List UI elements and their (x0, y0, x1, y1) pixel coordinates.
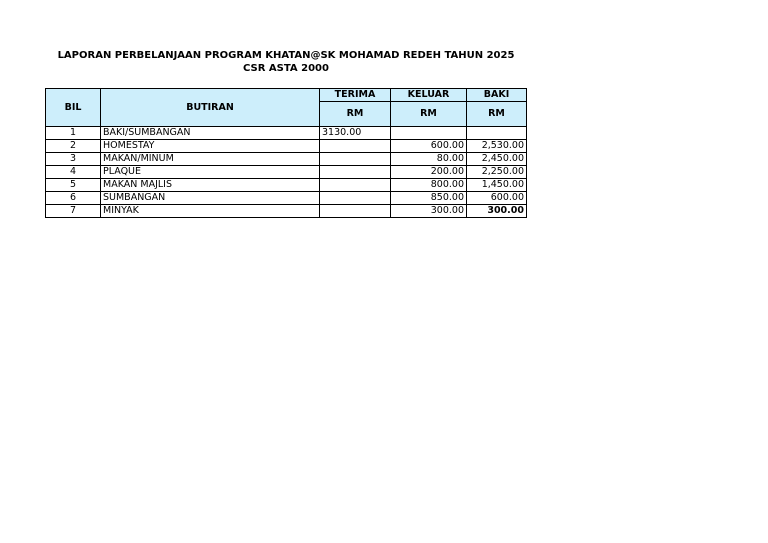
cell-terima (320, 140, 391, 153)
header-butiran: BUTIRAN (101, 89, 320, 127)
header-unit-baki: RM (467, 102, 527, 127)
table-row (46, 140, 527, 153)
table-row (46, 127, 527, 140)
cell-bil: 1 (46, 127, 101, 140)
cell-keluar: 850.00 (391, 192, 467, 205)
cell-keluar: 200.00 (391, 166, 467, 179)
cell-bil: 2 (46, 140, 101, 153)
cell-baki: 2,450.00 (467, 153, 527, 166)
report-title: LAPORAN PERBELANJAAN PROGRAM KHATAN@SK MOHAMAD REDEH TAHUN 2025 (57, 50, 515, 61)
cell-bil: 6 (46, 192, 101, 205)
header-terima: TERIMA (320, 89, 391, 102)
cell-butiran: PLAQUE (101, 166, 320, 179)
cell-baki: 2,530.00 (467, 140, 527, 153)
cell-keluar (391, 127, 467, 140)
cell-keluar: 800.00 (391, 179, 467, 192)
cell-bil: 3 (46, 153, 101, 166)
cell-butiran: MAKAN/MINUM (101, 153, 320, 166)
cell-terima: 3130.00 (320, 127, 391, 140)
cell-butiran: MINYAK (101, 205, 320, 218)
cell-keluar: 600.00 (391, 140, 467, 153)
cell-terima (320, 192, 391, 205)
header-row (46, 89, 527, 102)
cell-butiran: BAKI/SUMBANGAN (101, 127, 320, 140)
table-row (46, 166, 527, 179)
header-unit-keluar: RM (391, 102, 467, 127)
table-row (46, 192, 527, 205)
table-row (46, 153, 527, 166)
cell-baki (467, 127, 527, 140)
cell-bil: 5 (46, 179, 101, 192)
cell-butiran: SUMBANGAN (101, 192, 320, 205)
header-baki: BAKI (467, 89, 527, 102)
cell-bil: 7 (46, 205, 101, 218)
header-keluar: KELUAR (391, 89, 467, 102)
report-subtitle: CSR ASTA 2000 (243, 63, 329, 74)
cell-baki: 1,450.00 (467, 179, 527, 192)
cell-butiran: HOMESTAY (101, 140, 320, 153)
cell-terima (320, 153, 391, 166)
cell-baki: 600.00 (467, 192, 527, 205)
cell-keluar: 300.00 (391, 205, 467, 218)
table-row (46, 205, 527, 218)
header-bil: BIL (46, 89, 101, 127)
expense-table (45, 88, 527, 218)
header-unit-terima: RM (320, 102, 391, 127)
cell-terima (320, 166, 391, 179)
table-row (46, 179, 527, 192)
cell-bil: 4 (46, 166, 101, 179)
cell-baki: 2,250.00 (467, 166, 527, 179)
cell-terima (320, 179, 391, 192)
cell-baki-final: 300.00 (467, 205, 527, 218)
cell-keluar: 80.00 (391, 153, 467, 166)
cell-butiran: MAKAN MAJLIS (101, 179, 320, 192)
cell-terima (320, 205, 391, 218)
